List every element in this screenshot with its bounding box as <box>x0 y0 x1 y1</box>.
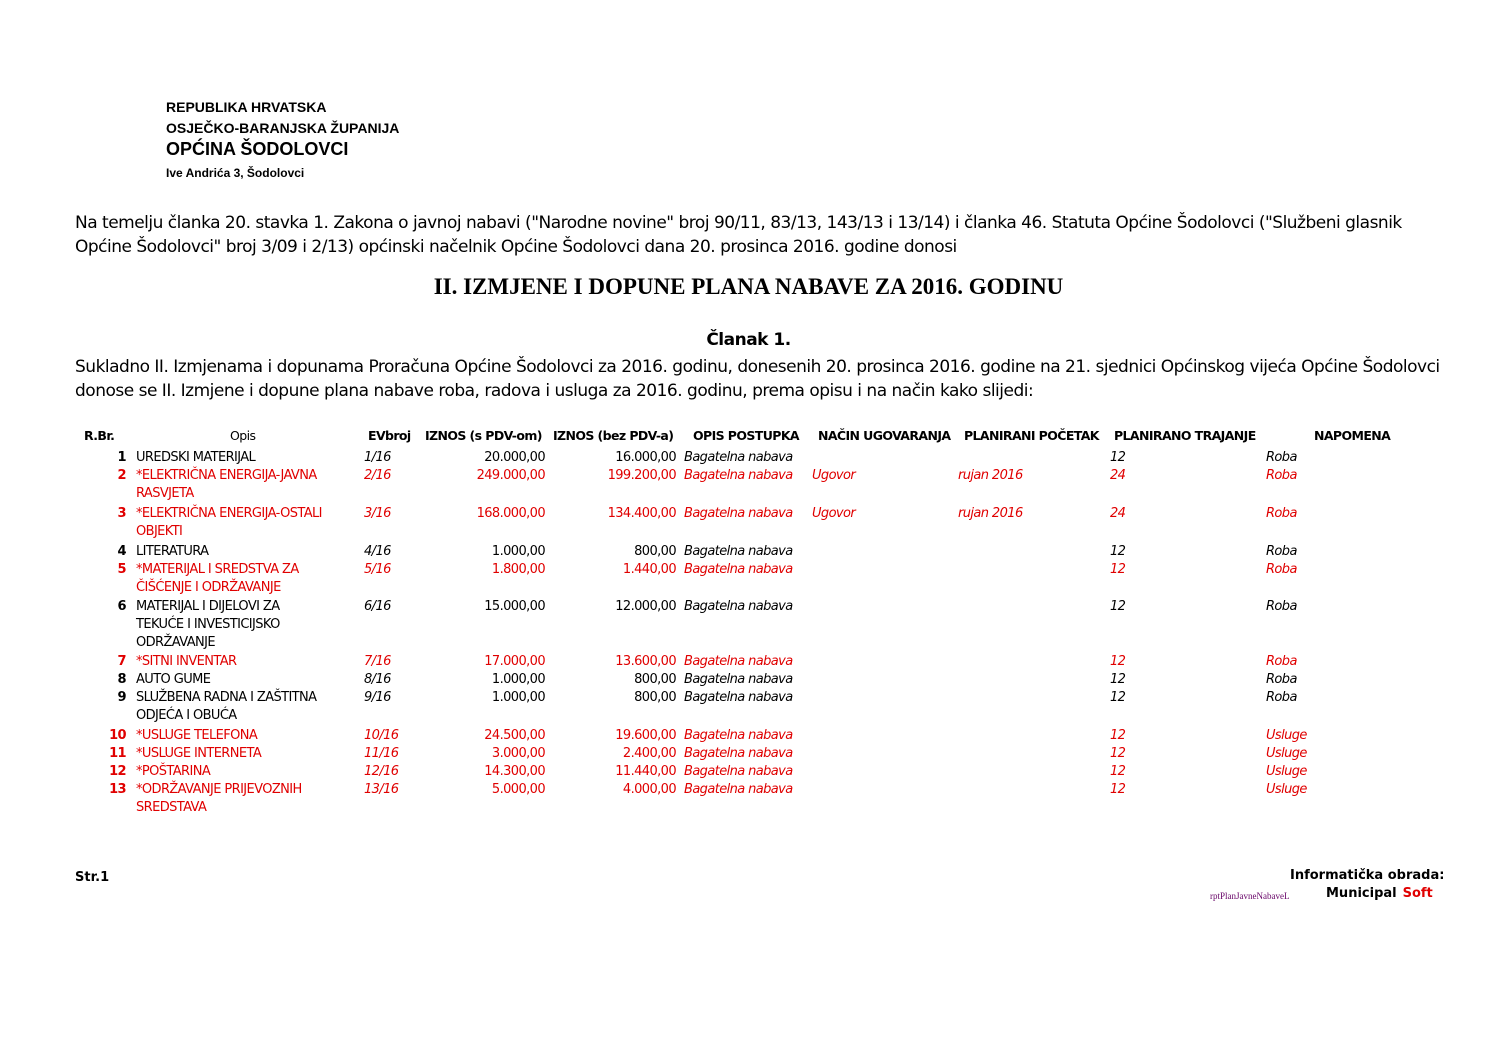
intro-paragraph: Na temelju članka 20. stavka 1. Zakona o javnoj nabavi ("Narodne novine" broj 90/11, 83/13, 143/13 i 13/14) i članka 46. Statuta Općine Šodolovci ("Službeni glasnik Općine Šodolovci" broj 3/09 i 2/13) općinski načelnik Općine Šodolovci dana 20. prosinca 2016. godine donosi <box>75 213 1402 257</box>
col-rbr: R.Br. <box>84 428 115 443</box>
cell-iznos-bez: 19.600,00 <box>615 728 676 743</box>
cell-trajanje: 12 <box>1110 562 1126 577</box>
footer-info-label: Informatička obrada: <box>1290 868 1445 883</box>
report-code: rptPlanJavneNabaveL <box>1210 891 1290 901</box>
cell-iznos-pdv: 20.000,00 <box>484 450 545 465</box>
brand-municipal: Municipal <box>1326 886 1397 901</box>
cell-iznos-bez: 12.000,00 <box>615 599 676 614</box>
cell-rb: 7 <box>117 654 126 669</box>
brand-soft: Soft <box>1402 886 1433 901</box>
cell-ev: 11/16 <box>364 746 399 761</box>
cell-opis: *USLUGE INTERNETA <box>136 746 262 761</box>
cell-napomena: Roba <box>1266 672 1297 687</box>
cell-opis: *MATERIJAL I SREDSTVA ZA ČIŠĆENJE I ODRŽAVANJE <box>136 562 299 595</box>
cell-postupak: Bagatelna nabava <box>684 599 793 614</box>
cell-postupak: Bagatelna nabava <box>684 654 793 669</box>
article-heading: Članak 1. <box>706 330 791 350</box>
cell-ev: 8/16 <box>364 672 391 687</box>
header-county: OSJEČKO-BARANJSKA ŽUPANIJA <box>166 120 400 136</box>
cell-napomena: Roba <box>1266 599 1297 614</box>
cell-postupak: Bagatelna nabava <box>684 544 793 559</box>
header-municipality: OPĆINA ŠODOLOVCI <box>166 139 349 159</box>
cell-opis: *POŠTARINA <box>136 764 211 779</box>
col-pocetak: PLANIRANI POČETAK <box>964 428 1099 443</box>
cell-napomena: Roba <box>1266 654 1297 669</box>
article-body: Sukladno II. Izmjenama i dopunama Proračuna Općine Šodolovci za 2016. godinu, donesenih 20. prosinca 2016. godine na 21. sjednici Općinskog vijeća Općine Šodolovci donose se II. Izmjene i dopune plana nabave roba, radova i usluga za 2016. godinu, prema opisu i na način kako slijedi: <box>75 357 1440 401</box>
cell-iznos-bez: 199.200,00 <box>607 468 676 483</box>
cell-napomena: Usluge <box>1266 728 1307 743</box>
cell-ev: 5/16 <box>364 562 391 577</box>
cell-opis: *ODRŽAVANJE PRIJEVOZNIH SREDSTAVA <box>136 782 302 815</box>
cell-trajanje: 12 <box>1110 690 1126 705</box>
cell-iznos-bez: 1.440,00 <box>622 562 676 577</box>
cell-iznos-pdv: 3.000,00 <box>491 746 545 761</box>
cell-rb: 13 <box>109 782 126 797</box>
cell-iznos-bez: 800,00 <box>634 672 676 687</box>
cell-iznos-pdv: 1.000,00 <box>491 690 545 705</box>
col-napomena: NAPOMENA <box>1314 428 1391 443</box>
cell-pocetak: rujan 2016 <box>958 506 1023 521</box>
cell-nacin: Ugovor <box>812 506 856 521</box>
cell-iznos-pdv: 14.300,00 <box>484 764 545 779</box>
cell-napomena: Roba <box>1266 544 1297 559</box>
brand-logo <box>1326 886 1433 901</box>
cell-rb: 5 <box>117 562 126 577</box>
cell-postupak: Bagatelna nabava <box>684 764 793 779</box>
cell-trajanje: 12 <box>1110 599 1126 614</box>
cell-rb: 10 <box>109 728 126 743</box>
cell-trajanje: 12 <box>1110 450 1126 465</box>
cell-napomena: Roba <box>1266 506 1297 521</box>
col-opis: Opis <box>230 428 256 443</box>
cell-opis: LITERATURA <box>136 544 209 559</box>
cell-rb: 8 <box>117 672 126 687</box>
cell-opis: *ELEKTRIČNA ENERGIJA-OSTALI OBJEKTI <box>136 506 322 539</box>
cell-rb: 2 <box>117 468 126 483</box>
cell-opis: MATERIJAL I DIJELOVI ZA TEKUĆE I INVESTICIJSKO ODRŽAVANJE <box>136 599 280 650</box>
cell-trajanje: 12 <box>1110 544 1126 559</box>
cell-napomena: Roba <box>1266 690 1297 705</box>
cell-postupak: Bagatelna nabava <box>684 746 793 761</box>
cell-postupak: Bagatelna nabava <box>684 562 793 577</box>
col-iznos-bez: IZNOS (bez PDV-a) <box>553 428 674 443</box>
cell-rb: 3 <box>117 506 126 521</box>
cell-trajanje: 24 <box>1110 506 1126 521</box>
cell-postupak: Bagatelna nabava <box>684 506 793 521</box>
cell-ev: 10/16 <box>364 728 399 743</box>
cell-trajanje: 12 <box>1110 746 1126 761</box>
cell-ev: 6/16 <box>364 599 391 614</box>
cell-trajanje: 24 <box>1110 468 1126 483</box>
cell-iznos-pdv: 1.800,00 <box>491 562 545 577</box>
col-postupak: OPIS POSTUPKA <box>693 428 799 443</box>
cell-opis: *SITNI INVENTAR <box>136 654 237 669</box>
col-evbroj: EVbroj <box>368 428 411 443</box>
cell-opis: AUTO GUME <box>136 672 211 687</box>
cell-iznos-bez: 13.600,00 <box>615 654 676 669</box>
cell-iznos-pdv: 24.500,00 <box>484 728 545 743</box>
cell-trajanje: 12 <box>1110 764 1126 779</box>
cell-iznos-bez: 800,00 <box>634 690 676 705</box>
cell-nacin: Ugovor <box>812 468 856 483</box>
cell-iznos-bez: 800,00 <box>634 544 676 559</box>
cell-ev: 12/16 <box>364 764 399 779</box>
cell-napomena: Usluge <box>1266 746 1307 761</box>
cell-rb: 11 <box>109 746 126 761</box>
document-title: II. IZMJENE I DOPUNE PLANA NABAVE ZA 2016. GODINU <box>433 274 1064 299</box>
cell-postupak: Bagatelna nabava <box>684 450 793 465</box>
cell-iznos-pdv: 17.000,00 <box>484 654 545 669</box>
cell-ev: 7/16 <box>364 654 391 669</box>
col-trajanje: PLANIRANO TRAJANJE <box>1114 428 1256 443</box>
cell-ev: 2/16 <box>364 468 391 483</box>
cell-trajanje: 12 <box>1110 672 1126 687</box>
cell-napomena: Roba <box>1266 468 1297 483</box>
cell-iznos-pdv: 1.000,00 <box>491 672 545 687</box>
cell-iznos-pdv: 1.000,00 <box>491 544 545 559</box>
cell-opis: SLUŽBENA RADNA I ZAŠTITNA ODJEĆA I OBUĆA <box>136 690 317 723</box>
cell-ev: 1/16 <box>364 450 391 465</box>
header-republic: REPUBLIKA HRVATSKA <box>166 99 327 115</box>
col-nacin: NAČIN UGOVARANJA <box>818 428 951 443</box>
cell-postupak: Bagatelna nabava <box>684 468 793 483</box>
cell-trajanje: 12 <box>1110 782 1126 797</box>
cell-ev: 3/16 <box>364 506 391 521</box>
cell-postupak: Bagatelna nabava <box>684 672 793 687</box>
cell-postupak: Bagatelna nabava <box>684 782 793 797</box>
cell-iznos-bez: 4.000,00 <box>622 782 676 797</box>
cell-napomena: Roba <box>1266 562 1297 577</box>
cell-rb: 1 <box>117 450 126 465</box>
cell-napomena: Roba <box>1266 450 1297 465</box>
cell-iznos-pdv: 15.000,00 <box>484 599 545 614</box>
cell-postupak: Bagatelna nabava <box>684 728 793 743</box>
cell-ev: 13/16 <box>364 782 399 797</box>
cell-trajanje: 12 <box>1110 654 1126 669</box>
cell-iznos-bez: 2.400,00 <box>622 746 676 761</box>
cell-rb: 12 <box>109 764 126 779</box>
header-address: Ive Andrića 3, Šodolovci <box>166 166 305 180</box>
page-number: Str.1 <box>75 870 110 885</box>
cell-napomena: Usluge <box>1266 782 1307 797</box>
cell-rb: 6 <box>117 599 126 614</box>
cell-napomena: Usluge <box>1266 764 1307 779</box>
cell-iznos-pdv: 168.000,00 <box>476 506 545 521</box>
cell-opis: *ELEKTRIČNA ENERGIJA-JAVNA RASVJETA <box>136 468 317 501</box>
cell-iznos-bez: 16.000,00 <box>615 450 676 465</box>
cell-ev: 4/16 <box>364 544 391 559</box>
cell-trajanje: 12 <box>1110 728 1126 743</box>
cell-rb: 9 <box>117 690 126 705</box>
cell-ev: 9/16 <box>364 690 391 705</box>
cell-iznos-bez: 134.400,00 <box>607 506 676 521</box>
cell-iznos-bez: 11.440,00 <box>615 764 676 779</box>
cell-iznos-pdv: 249.000,00 <box>476 468 545 483</box>
cell-postupak: Bagatelna nabava <box>684 690 793 705</box>
cell-rb: 4 <box>117 544 126 559</box>
col-iznos-pdv: IZNOS (s PDV-om) <box>425 428 542 443</box>
cell-opis: UREDSKI MATERIJAL <box>136 450 256 465</box>
cell-pocetak: rujan 2016 <box>958 468 1023 483</box>
cell-opis: *USLUGE TELEFONA <box>136 728 258 743</box>
cell-iznos-pdv: 5.000,00 <box>491 782 545 797</box>
